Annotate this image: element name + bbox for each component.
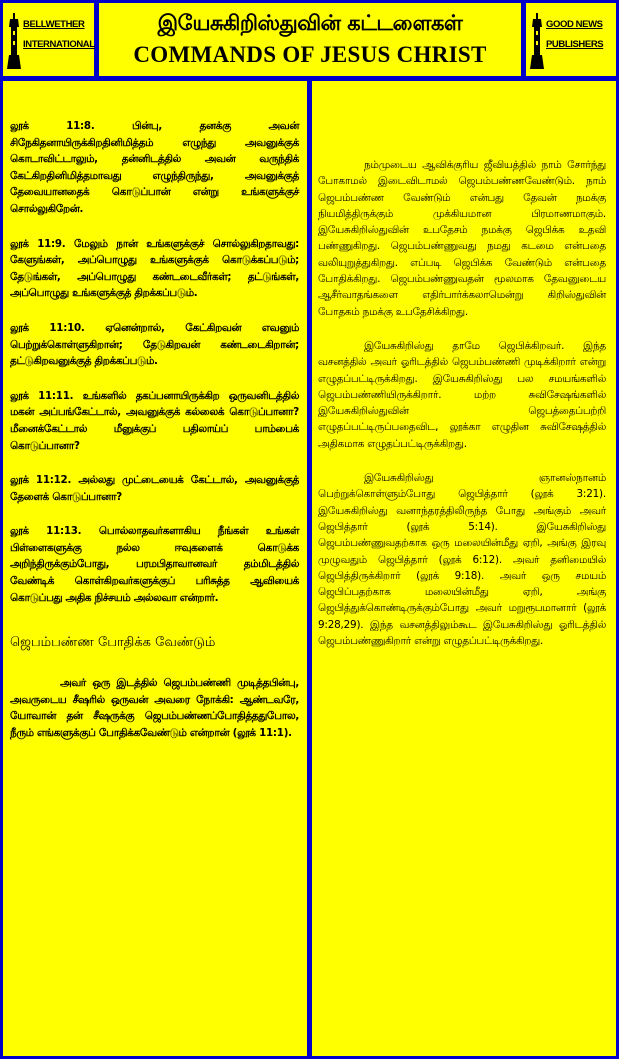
section-heading: ஜெபம்பண்ண போதிக்க வேண்டும் (10, 635, 216, 651)
verse-luke-11-12: லூக் 11:12. அல்லது முட்டையைக் கேட்டால், அவனுக்குத் தேளைக் கொடுப்பானா? (10, 474, 299, 503)
verse-luke-11-8: லூக் 11:8. பின்பு, தனக்கு அவன் சிநேகிதனாயிருக்கிறதினிமித்தம் எழுந்து அவனுக்குக் கொடாவிட்டாலும், தன்னிடத்தில் அவன் வருந்திக் கேட்கிறதினிமித்தமாவது எழுந்திருந்து, அவனுக்குத் தேவையானதைக் கொடுப்பான் என்று உங்களுக்குச் சொல்லுகிறேன். (10, 120, 299, 215)
logo-right-line2: PUBLISHERS (546, 39, 604, 50)
right-column (312, 81, 616, 1056)
title-box (99, 3, 521, 76)
verse-luke-11-10: லூக் 11:10. ஏனென்றால், கேட்கிறவன் எவனும் பெற்றுக்கொள்ளுகிறான்; தேடுகிறவன் கண்டடைகிறான்; தட்டுகிறவனுக்குத் திறக்கப்படும். (10, 321, 299, 368)
commentary-paragraph: நம்முடைய ஆவிக்குரிய ஜீவியத்தில் நாம் சோர்ந்து போகாமல் இடைவிடாமல் ஜெபம்பண்ணவேண்டும். நாம் ஜெபம்பண்ண வேண்டும் என்பது தேவன் நமக்கு நியமித்திருக்கும் முக்கியமான பிரமாணமாகும். இயேசுகிறிஸ்துவின் உபதேசம் நமக்கு ஜெபிக்க உதவி பண்ணுகிறது. ஜெபம்பண்ணுவது நமது கடமை என்பதை வலியுறுத்துகிறது. எப்படி ஜெபிக்க வேண்டும் என்பதை போதிக்கிறது. ஜெபம்பண்ணுவதன் மூலமாக தேவனுடைய ஆசீர்வாதங்களை எதிர்பார்க்கலாமென்று கிறிஸ்துவின் போதகம் நமக்கு உபதேசிக்கிறது. (318, 159, 606, 318)
logo-left-line1: BELLWETHER (23, 19, 85, 30)
page-title-english: COMMANDS OF JESUS CHRIST (133, 42, 487, 67)
bellwether-logo (7, 9, 95, 70)
narrative-paragraph: அவர் ஒரு இடத்தில் ஜெபம்பண்ணி முடித்தபின்பு, அவருடைய சீஷரில் ஒருவன் அவரை நோக்கி: ஆண்டவரே, யோவான் தன் சீஷருக்கு ஜெபம்பண்ணப்போதித்ததுபோல, நீரும் எங்களுக்குப் போதிக்கவேண்டும் என்றான் (லூக் 11:1). (10, 677, 299, 740)
commentary-paragraph: இயேசுகிறிஸ்து ஞானஸ்நானம் பெற்றுக்கொள்ளும்போது ஜெபித்தார் (லூக் 3:21). இயேசுகிறிஸ்து வனாந்தரத்திலிருந்த போது அங்கும் அவர் ஜெபித்தார் (லூக் 5:14). இயேசுகிறிஸ்து ஜெபம்பண்ணுவதற்காக ஒரு மலையின்மீது ஏறி, அங்கு இரவு முழுவதும் ஜெபித்தார் (லூக் 6:12). அவர் தனிமையில் ஜெபித்திருக்கிறார் (லூக் 9:18). அவர் ஒரு சமயம் ஜெபிப்பதற்காக மலையின்மீது ஏறி, அங்கு ஜெபித்துக்கொண்டிருக்கும்போது அவர் மறுரூபமானார் (லூக் 9:28,29). இந்த வசனத்திலும்கூட இயேசுகிறிஸ்து ஓரிடத்தில் ஜெபம்பண்ணுகிறார் என்று எழுதப்பட்டிருக்கிறது. (318, 472, 606, 648)
verse-luke-11-9: லூக் 11:9. மேலும் நான் உங்களுக்குச் சொல்லுகிறதாவது: கேளுங்கள், அப்பொழுது உங்களுக்குக் கொடுக்கப்படும்; தேடுங்கள், அப்பொழுது கண்டடைவீர்கள்; தட்டுங்கள், அப்பொழுது உங்களுக்குத் திறக்கப்படும். (10, 237, 299, 300)
logo-left-line2: INTERNATIONAL (23, 39, 95, 50)
good-news-logo-box (526, 3, 616, 76)
tower-icon (7, 13, 21, 69)
verse-luke-11-11: லூக் 11:11. உங்களில் தகப்பனாயிருக்கிற ஒருவனிடத்தில் மகன் அப்பங்கேட்டால், அவனுக்குக் கல்லைக் கொடுப்பானா? மீனைக்கேட்டால் மீனுக்குப் பதிலாய்ப் பாம்பைக் கொடுப்பானா? (10, 389, 299, 452)
logo-right-line1: GOOD NEWS (546, 19, 603, 30)
page-title-tamil: இயேசுகிறிஸ்துவின் கட்டளைகள் (157, 11, 463, 35)
tower-icon (530, 13, 544, 69)
bellwether-logo-box (3, 3, 94, 76)
verse-luke-11-13: லூக் 11:13. பொல்லாதவர்களாகிய நீங்கள் உங்கள் பிள்ளைகளுக்கு நல்ல ஈவுகளைக் கொடுக்க அறிந்திருக்கும்போது, பரமபிதாவானவர் தம்மிடத்தில் வேண்டிக் கொள்கிறவர்களுக்குப் பரிசுத்த ஆவியைக் கொடுப்பது அதிக நிச்சயம் அல்லவா என்றார். (10, 525, 299, 604)
good-news-logo (530, 9, 612, 70)
commentary-paragraph: இயேசுகிறிஸ்து தாமே ஜெபிக்கிறவர். இந்த வசனத்தில் அவர் ஓரிடத்தில் ஜெபம்பண்ணி முடிக்கிறார் என்று எழுதப்பட்டிருக்கிறது. இயேசுகிறிஸ்து பல சமயங்களில் ஜெபம்பண்ணியிருக்கிறார். மற்ற சுவிசேஷங்களில் இயேசுகிறிஸ்துவின் ஜெபத்தைப்பற்றி எழுதப்பட்டிருப்பதைவிட, லூக்கா எழுதின சுவிசேஷத்தில் அதிகமாக எழுதப்பட்டிருக்கிறது. (318, 339, 606, 450)
left-column (3, 81, 307, 1056)
